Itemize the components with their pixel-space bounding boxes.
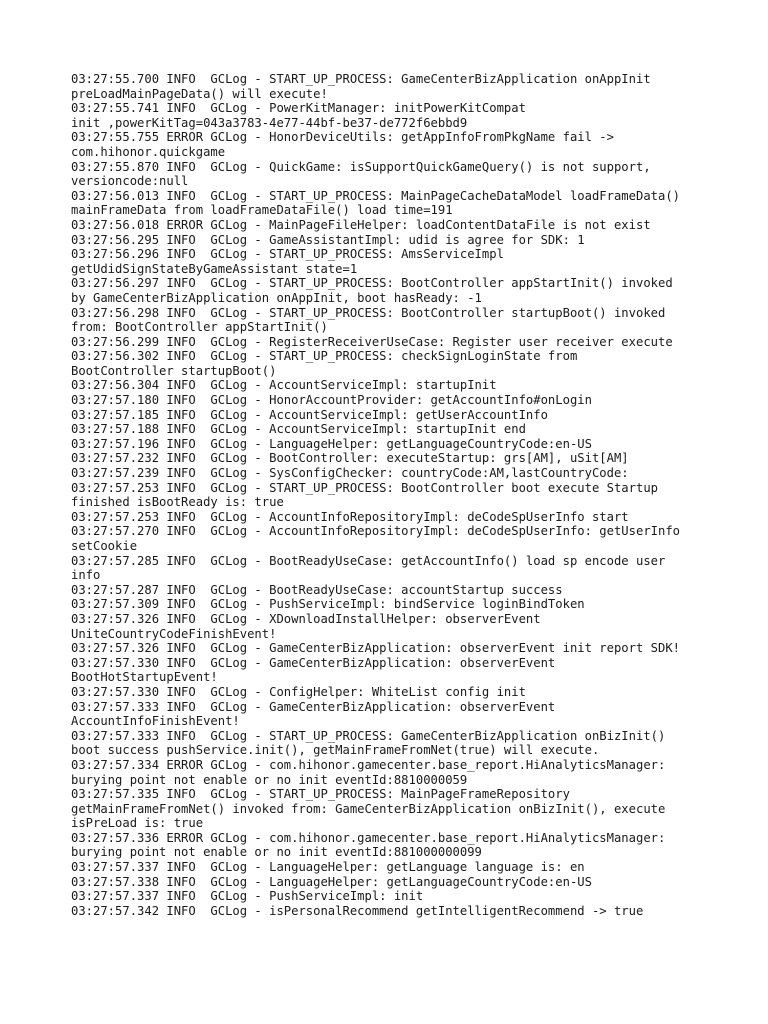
log-line: 03:27:57.333 INFO GCLog - START_UP_PROCESS: GameCenterBizApplication onBizInit(): [71, 728, 666, 743]
log-line: boot success pushService.init(), getMainFrameFromNet(true) will execute.: [71, 743, 600, 758]
log-line: isPreLoad is: true: [71, 816, 204, 831]
log-line: finished isBootReady is: true: [71, 495, 284, 510]
log-line: 03:27:55.870 INFO GCLog - QuickGame: isSupportQuickGameQuery() is not support,: [71, 159, 651, 174]
log-line: 03:27:56.018 ERROR GCLog - MainPageFileHelper: loadContentDataFile is not exist: [71, 217, 651, 232]
log-line: burying point not enable or no init eventId:881000000099: [71, 845, 482, 860]
log-line: UniteCountryCodeFinishEvent!: [71, 626, 277, 641]
log-line: 03:27:57.270 INFO GCLog - AccountInfoRepositoryImpl: deCodeSpUserInfo: getUserInfo: [71, 524, 681, 539]
log-line: 03:27:57.232 INFO GCLog - BootController: executeStartup: grs[AM], uSit[AM]: [71, 451, 629, 466]
log-line: 03:27:56.298 INFO GCLog - START_UP_PROCESS: BootController startupBoot() invoked: [71, 305, 666, 320]
log-line: 03:27:57.330 INFO GCLog - GameCenterBizApplication: observerEvent: [71, 655, 556, 670]
log-line: 03:27:57.337 INFO GCLog - LanguageHelper: getLanguage language is: en: [71, 860, 585, 875]
log-line: 03:27:57.326 INFO GCLog - GameCenterBizApplication: observerEvent init report SDK!: [71, 641, 681, 656]
log-line: 03:27:56.302 INFO GCLog - START_UP_PROCESS: checkSignLoginState from: [71, 349, 578, 364]
log-line: preLoadMainPageData() will execute!: [71, 86, 328, 101]
log-line: 03:27:56.297 INFO GCLog - START_UP_PROCESS: BootController appStartInit() invoked: [71, 276, 673, 291]
log-line: 03:27:56.296 INFO GCLog - START_UP_PROCESS: AmsServiceImpl: [71, 247, 504, 262]
log-line: 03:27:56.013 INFO GCLog - START_UP_PROCESS: MainPageCacheDataModel loadFrameData(): [71, 188, 681, 203]
log-line: from: BootController appStartInit(): [71, 320, 328, 335]
log-line: 03:27:57.196 INFO GCLog - LanguageHelper: getLanguageCountryCode:en-US: [71, 436, 592, 451]
log-line: 03:27:57.253 INFO GCLog - AccountInfoRepositoryImpl: deCodeSpUserInfo start: [71, 509, 629, 524]
log-line: 03:27:57.333 INFO GCLog - GameCenterBizApplication: observerEvent: [71, 699, 556, 714]
log-line: 03:27:56.299 INFO GCLog - RegisterReceiverUseCase: Register user receiver execute: [71, 334, 673, 349]
log-line: setCookie: [71, 539, 138, 553]
log-line: 03:27:57.330 INFO GCLog - ConfigHelper: WhiteList config init: [71, 684, 526, 699]
log-line: 03:27:57.309 INFO GCLog - PushServiceImpl: bindService loginBindToken: [71, 597, 585, 612]
log-line: 03:27:57.326 INFO GCLog - XDownloadInstallHelper: observerEvent: [71, 611, 541, 626]
log-line: versioncode:null: [71, 174, 189, 189]
log-line: 03:27:57.336 ERROR GCLog - com.hihonor.gamecenter.base_report.HiAnalyticsManager:: [71, 830, 666, 845]
log-line: 03:27:56.304 INFO GCLog - AccountServiceImpl: startupInit: [71, 378, 497, 393]
log-line: 03:27:55.755 ERROR GCLog - HonorDeviceUtils: getAppInfoFromPkgName fail ->: [71, 130, 614, 145]
log-line: 03:27:57.253 INFO GCLog - START_UP_PROCESS: BootController boot execute Startup: [71, 480, 658, 495]
log-line: 03:27:57.239 INFO GCLog - SysConfigChecker: countryCode:AM,lastCountryCode:: [71, 466, 629, 481]
log-line: 03:27:55.700 INFO GCLog - START_UP_PROCESS: GameCenterBizApplication onAppInit: [71, 72, 651, 86]
log-line: getUdidSignStateByGameAssistant state=1: [71, 261, 358, 276]
log-line: com.hihonor.quickgame: [71, 144, 226, 159]
log-line: BootHotStartupEvent!: [71, 670, 218, 685]
log-line: 03:27:57.285 INFO GCLog - BootReadyUseCase: getAccountInfo() load sp encode user: [71, 553, 666, 568]
log-line: 03:27:57.337 INFO GCLog - PushServiceImpl: init: [71, 889, 424, 904]
log-line: BootController startupBoot(): [71, 363, 277, 378]
log-line: 03:27:57.335 INFO GCLog - START_UP_PROCESS: MainPageFrameRepository: [71, 787, 570, 802]
log-line: 03:27:57.338 INFO GCLog - LanguageHelper: getLanguageCountryCode:en-US: [71, 874, 592, 889]
log-line: 03:27:57.180 INFO GCLog - HonorAccountProvider: getAccountInfo#onLogin: [71, 393, 592, 408]
log-line: by GameCenterBizApplication onAppInit, boot hasReady: -1: [71, 290, 482, 305]
log-line: 03:27:57.342 INFO GCLog - isPersonalRecommend getIntelligentRecommend -> true: [71, 903, 644, 918]
log-line: info: [71, 568, 101, 583]
log-line: 03:27:57.188 INFO GCLog - AccountServiceImpl: startupInit end: [71, 422, 526, 437]
log-line: 03:27:57.334 ERROR GCLog - com.hihonor.gamecenter.base_report.HiAnalyticsManager:: [71, 757, 666, 772]
log-line: init ,powerKitTag=043a3783-4e77-44bf-be37-de772f6ebbd9: [71, 115, 468, 130]
log-line: AccountInfoFinishEvent!: [71, 714, 240, 729]
log-text-block: [71, 72, 711, 918]
log-line: 03:27:57.185 INFO GCLog - AccountServiceImpl: getUserAccountInfo: [71, 407, 548, 422]
log-line: burying point not enable or no init eventId:8810000059: [71, 772, 468, 787]
log-line: 03:27:57.287 INFO GCLog - BootReadyUseCase: accountStartup success: [71, 582, 563, 597]
log-line: mainFrameData from loadFrameDataFile() load time=191: [71, 203, 453, 218]
log-line: getMainFrameFromNet() invoked from: GameCenterBizApplication onBizInit(), execute: [71, 801, 666, 816]
log-line: 03:27:56.295 INFO GCLog - GameAssistantImpl: udid is agree for SDK: 1: [71, 232, 585, 247]
log-line: 03:27:55.741 INFO GCLog - PowerKitManager: initPowerKitCompat: [71, 101, 526, 116]
